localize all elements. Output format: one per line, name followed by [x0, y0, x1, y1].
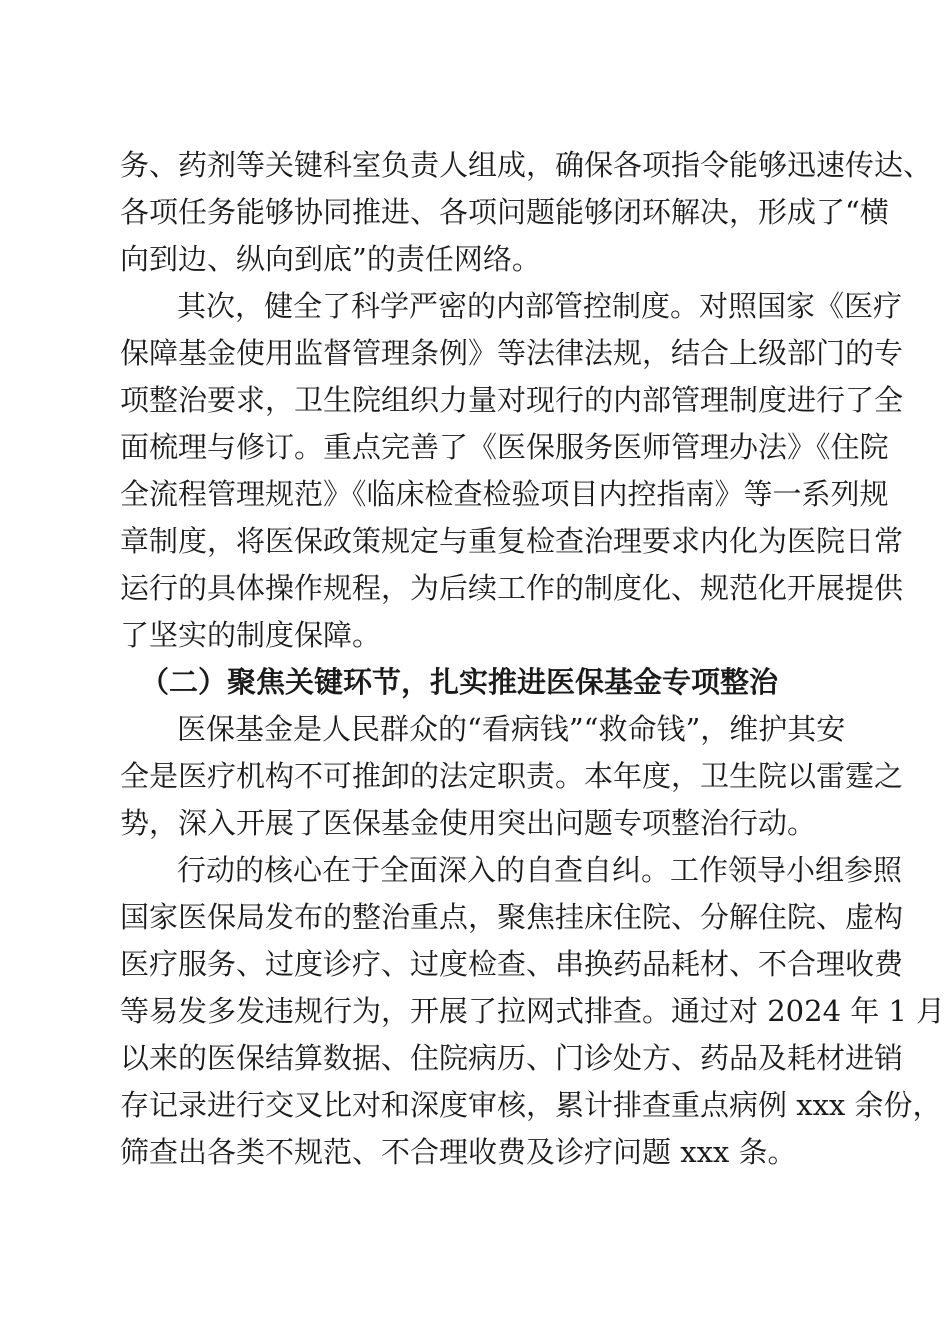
paragraph-2-line-3: 项整治要求，卫生院组织力量对现行的内部管理制度进行了全 — [120, 383, 904, 417]
paragraph-2-line-5: 全流程管理规范》《临床检查检验项目内控指南》等一系列规 — [120, 477, 889, 511]
paragraph-1-line-1: 务、药剂等关键科室负责人组成，确保各项指令能够迅速传达、 — [120, 148, 933, 182]
paragraph-1-line-2: 各项任务能够协同推进、各项问题能够闭环解决，形成了“横 — [120, 195, 889, 229]
paragraph-2-line-1: 其次，健全了科学严密的内部管控制度。对照国家《医疗 — [177, 289, 903, 323]
paragraph-4-line-7: 筛查出各类不规范、不合理收费及诊疗问题 xxx 条。 — [120, 1135, 797, 1169]
paragraph-2-line-7: 运行的具体操作规程，为后续工作的制度化、规范化开展提供 — [120, 571, 904, 605]
paragraph-4-line-4: 等易发多发违规行为，开展了拉网式排查。通过对 2024 年 1 月 — [120, 994, 946, 1028]
paragraph-4-line-3: 医疗服务、过度诊疗、过度检查、串换药品耗材、不合理收费 — [120, 947, 904, 981]
paragraph-2-line-4: 面梳理与修订。重点完善了《医保服务医师管理办法》《住院 — [120, 430, 889, 464]
paragraph-3-line-3: 势，深入开展了医保基金使用突出问题专项整治行动。 — [120, 806, 817, 840]
paragraph-4-line-2: 国家医保局发布的整治重点，聚焦挂床住院、分解住院、虚构 — [120, 900, 904, 934]
section-heading: （二）聚焦关键环节，扎实推进医保基金专项整治 — [140, 665, 779, 699]
paragraph-2-line-8: 了坚实的制度保障。 — [120, 618, 382, 652]
paragraph-4-line-5: 以来的医保结算数据、住院病历、门诊处方、药品及耗材进销 — [120, 1041, 904, 1075]
paragraph-2-line-6: 章制度，将医保政策规定与重复检查治理要求内化为医院日常 — [120, 524, 904, 558]
paragraph-1-line-3: 向到边、纵向到底”的责任网络。 — [120, 242, 541, 276]
paragraph-3-line-1: 医保基金是人民群众的“看病钱”“救命钱”，维护其安 — [177, 712, 846, 746]
paragraph-2-line-2: 保障基金使用监督管理条例》等法律法规，结合上级部门的专 — [120, 336, 904, 370]
paragraph-4-line-6: 存记录进行交叉比对和深度审核，累计排查重点病例 xxx 余份， — [120, 1088, 942, 1122]
paragraph-4-line-1: 行动的核心在于全面深入的自查自纠。工作领导小组参照 — [177, 853, 903, 887]
paragraph-3-line-2: 全是医疗机构不可推卸的法定职责。本年度，卫生院以雷霆之 — [120, 759, 904, 793]
